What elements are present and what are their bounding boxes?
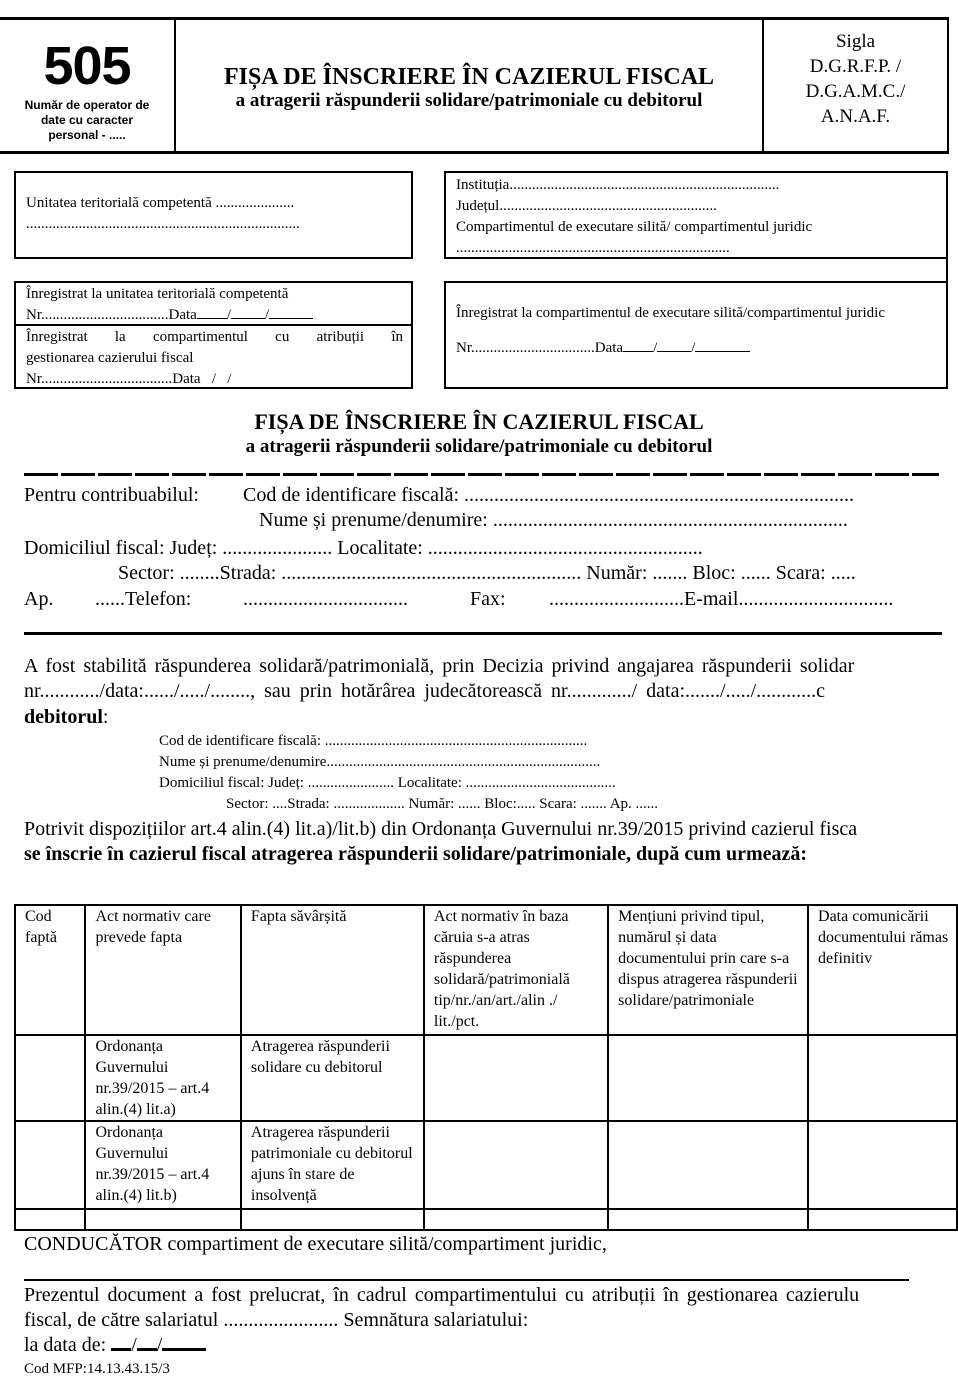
table-header-row: [15, 905, 957, 1035]
col-header-fapta: Fapta săvârșită: [241, 905, 424, 1035]
offense-table: [14, 904, 958, 1231]
taxpayer-ap-label: Ap.: [24, 588, 54, 610]
table-cell[interactable]: [608, 1209, 808, 1230]
table-cell[interactable]: [608, 1121, 808, 1209]
sigla-cell: Sigla D.G.R.F.P. / D.G.A.M.C./ A.N.A.F.: [805, 31, 906, 127]
registration-record-nr-date[interactable]: Nr...................................Data / /: [26, 371, 232, 387]
table-row: [15, 1209, 957, 1230]
registration-unit-nr-date[interactable]: Nr..................................Data / /: [26, 305, 403, 326]
manager-signature-label: CONDUCĂTOR compartiment de executare silită/compartiment juridic,: [24, 1233, 607, 1255]
table-cell[interactable]: [808, 1209, 957, 1230]
taxpayer-cif-field[interactable]: Cod de identificare fiscală: ..............................................................................: [243, 484, 855, 506]
col-header-data-comunicarii: Data comunicării documentului rămas definitiv: [808, 905, 957, 1035]
col-header-act-normativ: Act normativ care prevede fapta: [85, 905, 240, 1035]
operator-label: Număr de operator de date cu caracter personal - .....: [24, 98, 150, 142]
processed-line-2[interactable]: fiscal, de către salariatul ....................... Semnătura salariatului:: [24, 1309, 529, 1331]
registration-record-section: Înregistrat la compartimentul cu atribuții în gestionarea cazierului fiscal Nr...................................Data / /: [16, 326, 411, 390]
taxpayer-address-field[interactable]: Sector: ........Strada: ............................................................ Număr: ....... Bloc: ...... Scara: .....: [118, 562, 856, 584]
table-cell[interactable]: [424, 1121, 608, 1209]
table-cell[interactable]: [808, 1121, 957, 1209]
table-cell[interactable]: [241, 1209, 424, 1230]
section-subtitle: a atragerii răspunderii solidare/patrimoniale cu debitorul: [245, 436, 713, 457]
legal-basis-line-2: se înscrie în cazierul fiscal atragerea răspunderii solidare/patrimoniale, după cum urmează:: [24, 843, 808, 865]
col-header-mentiuni: Mențiuni privind tipul, numărul și data documentului prin care s-a dispus atragerea răspunderii solidare/patrimoniale: [608, 905, 808, 1035]
form-code: Cod MFP:14.13.43.15/3: [24, 1361, 170, 1377]
col-header-act-baza: Act normativ în baza căruia s-a atras răspunderea solidară/patrimonială tip/nr./an/art./alin ./ lit./pct.: [424, 905, 608, 1035]
debtor-name-field[interactable]: Nume și prenume/denumire.........................................................................: [159, 754, 601, 770]
debtor-address-field[interactable]: Sector: ....Strada: ................... Număr: ...... Bloc:..... Scara: ....... Ap. ......: [226, 796, 659, 812]
processed-line-1: Prezentul document a fost prelucrat, în cadrul compartimentului cu atribuții în gestionarea cazierulu: [24, 1284, 860, 1306]
table-cell: Atragerea răspunderii patrimoniale cu debitorul ajuns în stare de insolvență: [241, 1121, 424, 1209]
table-cell[interactable]: [808, 1035, 957, 1121]
table-cell[interactable]: [85, 1209, 240, 1230]
registration-exec-nr-date[interactable]: Nr.................................Data / /: [456, 338, 940, 359]
section-title: FIȘA DE ÎNSCRIERE ÎN CAZIERUL FISCAL: [254, 409, 704, 434]
taxpayer-phone-label: ......Telefon:: [95, 588, 192, 610]
table-cell[interactable]: [424, 1035, 608, 1121]
institution-field[interactable]: Instituția........................................................................: [456, 177, 780, 193]
taxpayer-fax-email-field[interactable]: ...........................E-mail...............................: [549, 588, 894, 610]
territorial-unit-field[interactable]: Unitatea teritorială competentă .....................: [26, 195, 295, 211]
processed-date[interactable]: la data de: / /: [24, 1333, 206, 1358]
table-cell: Atragerea răspunderii solidare cu debitorul: [241, 1035, 424, 1121]
form-subtitle: a atragerii răspunderii solidare/patrimoniale cu debitorul: [235, 90, 703, 111]
debtor-domicile-field[interactable]: Domiciliul fiscal: Județ: ....................... Localitate: ........................................: [159, 775, 616, 791]
taxpayer-name-field[interactable]: Nume și prenume/denumire: .......................................................................: [259, 509, 848, 531]
legal-basis-line-1: Potrivit dispozițiilor art.4 alin.(4) lit.a)/lit.b) din Ordonanța Guvernului nr.39/2015 privind cazierul fisca: [24, 818, 858, 840]
table-row: [15, 1035, 957, 1121]
taxpayer-label: Pentru contribuabilul:: [24, 484, 199, 506]
form-title: FIȘA DE ÎNSCRIERE ÎN CAZIERUL FISCAL: [223, 64, 715, 90]
liability-line-1: A fost stabilită răspunderea solidară/patrimonială, prin Decizia privind angajarea răspunderii solidar: [24, 655, 855, 677]
territorial-unit-field-cont[interactable]: .........................................................................: [26, 216, 300, 232]
liability-line-2[interactable]: nr............/data:....../...../........, sau prin hotărârea judecătorească nr............./ data:......./...../............c: [24, 680, 826, 702]
table-cell[interactable]: [15, 1035, 85, 1121]
table-row: [15, 1121, 957, 1209]
signature-line[interactable]: [24, 1279, 909, 1281]
table-cell: Ordonanța Guvernului nr.39/2015 – art.4 alin.(4) lit.b): [85, 1121, 240, 1209]
col-header-cod-fapta: Cod faptă: [15, 905, 85, 1035]
taxpayer-phone-field[interactable]: .................................: [243, 588, 408, 610]
table-cell: Ordonanța Guvernului nr.39/2015 – art.4 alin.(4) lit.a): [85, 1035, 240, 1121]
form-number: 505: [43, 36, 131, 96]
table-cell[interactable]: [15, 1121, 85, 1209]
debtor-cif-field[interactable]: Cod de identificare fiscală: ......................................................................: [159, 733, 588, 749]
department-field[interactable]: .........................................................................: [456, 240, 730, 256]
debtor-heading: debitorul:: [24, 706, 109, 728]
taxpayer-fax-label: Fax:: [470, 588, 506, 610]
table-cell[interactable]: [608, 1035, 808, 1121]
registration-unit-section: Înregistrat la unitatea teritorială competentă Nr..................................Data / /: [16, 283, 411, 326]
taxpayer-domicile-field[interactable]: Domiciliul fiscal: Județ: ...................... Localitate: .......................................................: [24, 537, 703, 559]
department-label: Compartimentul de executare silită/ compartimentul juridic: [456, 219, 813, 235]
table-cell[interactable]: [424, 1209, 608, 1230]
table-cell[interactable]: [15, 1209, 85, 1230]
registration-exec-label: Înregistrat la compartimentul de executare silită/compartimentul juridic: [456, 305, 886, 321]
county-field[interactable]: Județul..........................................................: [456, 198, 717, 214]
